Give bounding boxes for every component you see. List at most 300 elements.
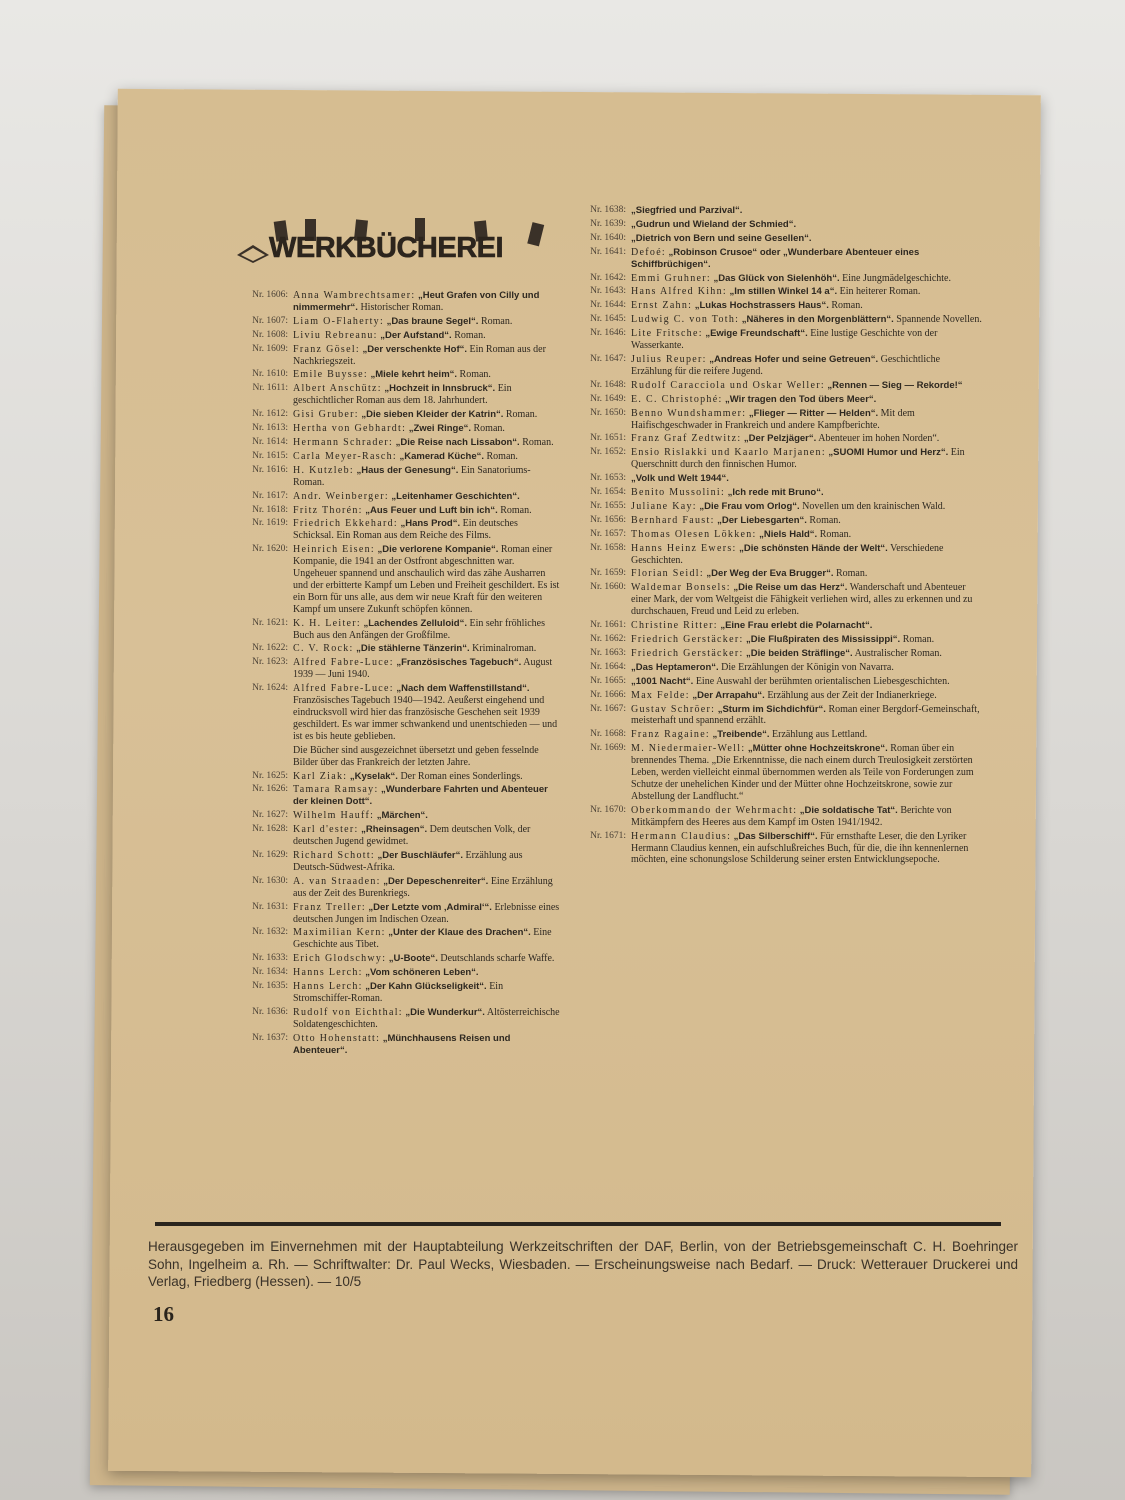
entry-author: Benno Wundshammer: [631, 407, 747, 419]
entry-title: „Das Glück von Sielenhöh“. [713, 272, 840, 284]
entry-text [631, 286, 983, 298]
entry-text [631, 648, 983, 660]
catalog-entry [200, 316, 560, 328]
entry-number: Nr. 1637: [252, 1032, 288, 1043]
entry-description: Spannende Novellen. [896, 314, 982, 326]
catalog-entry [200, 981, 560, 1005]
entry-text [293, 953, 560, 965]
catalog-entry [200, 902, 560, 926]
entry-number: Nr. 1608: [252, 329, 288, 340]
entry-description: Deutschlands scharfe Waffe. [440, 953, 555, 965]
entry-title: „Märchen“. [376, 810, 428, 822]
entry-description: Dem deutschen Volk, der deutschen Jugend gewidmet. [293, 824, 531, 848]
entry-text [293, 423, 560, 435]
entry-number: Nr. 1652: [590, 447, 626, 458]
entry-title: „Die Frau vom Orlog“. [699, 500, 800, 512]
entry-author: Friedrich Gerstäcker: [631, 647, 744, 659]
entry-author: E. C. Christophé: [631, 393, 723, 405]
entry-author: Friedrich Gerstäcker: [631, 634, 744, 645]
entry-number: Nr. 1606: [252, 290, 288, 300]
entry-author: Juliane Kay: [631, 500, 697, 512]
entry-text [293, 657, 560, 681]
entry-title: „Siegfried und Parzival“. [631, 205, 743, 216]
entry-description: Roman einer Kompanie, die 1941 an der Ostfront abgeschnitten war. Ungeheuer spannend und anschaulich wird das zähe Ausharren und der erbitterte Kampf um Leben und Freiheit geschildert. Es ist ein Born für uns alle, aus dem wir neue Kraft für den weiteren Kampf um unsere Zukunft schöpfen können. [293, 544, 560, 615]
imprint-text: Herausgegeben im Einvernehmen mit der Hauptabteilung Werkzeitschriften der DAF, Berlin, von der Betriebsgemeinschaft C. H. Boehringer Sohn, Ingelheim a. Rh. — Schriftwalter: Dr. Paul Wecks, Wiesbaden. — Erscheinungsweise nach Bedarf. — Druck: Wetterauer Druckerei und Verlag, Friedberg (Hessen). — 10/5 [148, 1239, 1018, 1289]
entry-text [293, 927, 560, 951]
entry-author: Hanns Heinz Ewers: [631, 542, 737, 554]
catalog-entry [578, 314, 983, 326]
entry-author: Oberkommando der Wehrmacht: [631, 804, 798, 816]
entry-title: „Mütter ohne Hochzeitskrone“. [747, 743, 888, 755]
catalog-entry [578, 300, 983, 312]
entry-title: „Näheres in den Morgenblättern“. [741, 314, 894, 326]
entry-description: Die Erzählungen der Königin von Navarra. [721, 661, 894, 673]
entry-number: Nr. 1646: [590, 328, 626, 339]
catalog-entry [578, 529, 983, 541]
entry-author: Albert Anschütz: [293, 383, 382, 395]
entry-text [293, 1033, 560, 1057]
catalog-entry [200, 876, 560, 900]
entry-author: Emmi Gruhner: [631, 272, 711, 284]
entry-text [293, 824, 560, 848]
catalog-entry [200, 771, 560, 783]
entry-number: Nr. 1668: [590, 729, 626, 740]
entry-number: Nr. 1628: [252, 824, 288, 835]
entry-title: „Lukas Hochstrassers Haus“. [694, 300, 829, 312]
entry-author: Otto Hohenstatt: [293, 1032, 381, 1044]
entry-text [293, 683, 560, 743]
entry-text [293, 1007, 560, 1031]
catalog-entry [578, 634, 983, 646]
entry-text [293, 745, 560, 769]
entry-description: Ein geschichtlicher Roman aus dem 18. Jahrhundert. [293, 383, 512, 407]
catalog-entry [200, 810, 560, 822]
catalog-entry [578, 676, 983, 688]
entry-number: Nr. 1639: [590, 218, 626, 229]
catalog-entry [578, 743, 983, 803]
entry-title: „Niels Hald“. [759, 528, 818, 540]
entry-author: Emile Buysse: [293, 369, 368, 381]
entry-author: K. H. Leiter: [293, 617, 361, 629]
entry-number: Nr. 1623: [252, 657, 288, 668]
entry-author: Hermann Claudius: [631, 830, 732, 842]
entry-text [631, 729, 983, 741]
catalog-entry [200, 330, 560, 342]
werkbuecherei-logo [235, 215, 555, 265]
entry-author: Liam O-Flaherty: [293, 315, 385, 327]
entry-author: Thomas Olesen Lökken: [631, 528, 757, 540]
entry-author: Maximilian Kern: [293, 927, 386, 939]
entry-author: Gustav Schröer: [631, 703, 716, 715]
entry-description: Historischer Roman. [360, 301, 444, 313]
imprint-footer [148, 1238, 1018, 1291]
entry-number: Nr. 1665: [590, 675, 626, 686]
catalog-entry [578, 273, 983, 285]
entry-text [293, 643, 560, 655]
entry-text [631, 205, 983, 217]
entry-text [293, 369, 560, 381]
entry-number: Nr. 1625: [252, 770, 288, 781]
entry-text [631, 247, 983, 271]
entry-number: Nr. 1671: [590, 830, 626, 841]
entry-author: Julius Reuper: [631, 353, 707, 365]
entry-description: Ein Stromschiffer-Roman. [293, 981, 504, 1004]
entry-author: Franz Gösel: [293, 343, 360, 355]
entry-description: Mit dem Haifischgeschwader in Frankreich und andere Kampfberichte. [631, 407, 915, 431]
entry-description: Ein Sanatoriums-Roman. [293, 464, 531, 488]
entry-title: „Münchhausens Reisen und Abenteuer“. [293, 1032, 511, 1056]
entry-number: Nr. 1654: [590, 487, 626, 498]
entry-title: „Hochzeit in Innsbruck“. [384, 383, 496, 395]
entry-text [293, 316, 560, 328]
entry-text [293, 618, 560, 642]
entry-title: „Der verschenkte Hof“. [362, 343, 468, 355]
left-column [200, 290, 560, 1058]
entry-description: Roman. [522, 436, 554, 448]
catalog-entry [578, 704, 983, 728]
entry-number: Nr. 1669: [590, 743, 626, 754]
entry-author: Lite Fritsche: [631, 328, 703, 340]
entry-title: „Die stählerne Tänzerin“. [356, 643, 470, 655]
entry-description: Berichte von Mitkämpfern des Heeres aus dem Kampf im Osten 1941/1942. [631, 804, 952, 828]
entry-number: Nr. 1653: [590, 473, 626, 484]
entry-description: Roman einer Bergdorf-Gemeinschaft, meisterhaft und spannend erzählt. [631, 703, 980, 727]
entry-author: Friedrich Ekkehard: [293, 518, 398, 530]
entry-title: „Der Letzte vom ‚Admiral‘“. [368, 901, 492, 913]
catalog-entry [578, 582, 983, 618]
entry-author: Andr. Weinberger: [293, 490, 389, 502]
entry-title: „Unter der Klaue des Drachen“. [388, 927, 531, 939]
entry-title: „Vom schöneren Leben“. [365, 967, 479, 979]
catalog-entry [200, 518, 560, 542]
entry-author: Liviu Rebreanu: [293, 329, 378, 341]
entry-description: Roman. [902, 634, 935, 645]
entry-author: Heinrich Eisen: [293, 544, 375, 556]
entry-number: Nr. 1641: [590, 246, 626, 257]
entry-title: „Treibende“. [712, 729, 770, 741]
entry-title: „Eine Frau erlebt die Polarnacht“. [720, 620, 873, 632]
entry-text [293, 850, 560, 874]
entry-text [631, 501, 983, 513]
entry-number: Nr. 1656: [590, 514, 626, 525]
entry-title: „Sturm im Sichdichfür“. [717, 703, 826, 715]
catalog-entry [578, 394, 983, 406]
entry-description: Der Roman eines Sonderlings. [400, 770, 523, 782]
entry-text [631, 529, 983, 541]
entry-author: Hans Alfred Kihn: [631, 286, 727, 298]
entry-text [293, 544, 560, 615]
entry-text [631, 743, 983, 803]
entry-number: Nr. 1640: [590, 232, 626, 243]
entry-description: Eine Jungmädelgeschichte. [842, 272, 951, 284]
entry-title: „Das braune Segel“. [386, 315, 479, 327]
entry-text [631, 515, 983, 527]
entry-description: Roman. [505, 409, 538, 421]
entry-title: „Hans Prod“. [400, 518, 461, 530]
entry-author: Franz Ragaine: [631, 729, 711, 741]
entry-description: Erlebnisse eines deutschen Jungen im Indischen Ozean. [293, 901, 560, 925]
entry-author: Defoé: [631, 246, 667, 258]
entry-text [631, 433, 983, 445]
entry-number: Nr. 1645: [590, 314, 626, 325]
entry-author: Waldemar Bonsels: [631, 582, 731, 594]
catalog-entry [200, 451, 560, 463]
catalog-entry [200, 544, 560, 615]
entry-author: Franz Treller: [293, 901, 366, 913]
entry-author: Hertha von Gebhardt: [293, 423, 407, 435]
entry-text [293, 409, 560, 421]
entry-text [631, 380, 983, 392]
entry-author: Franz Graf Zedtwitz: [631, 433, 742, 445]
entry-description: Ein deutsches Schicksal. Ein Roman aus dem Reiche des Films. [293, 518, 518, 542]
entry-title: „Französisches Tagebuch“. [396, 657, 522, 669]
entry-description: Eine Auswahl der berühmten orientalischen Liebesgeschichten. [695, 675, 950, 687]
entry-title: „Die beiden Sträflinge“. [746, 647, 853, 659]
entry-title: „Volk und Welt 1944“. [631, 473, 729, 485]
entry-description: Für ernsthafte Leser, die den Lyriker Hermann Claudius kennen, ein aufschlußreiches Buch, für die, die ihn kennenlernen möchten, eine schonungslose Schilderung seiner ersten Entwicklungsepoche. [631, 830, 969, 866]
entry-text [631, 831, 983, 867]
entry-description: Geschichtliche Erzählung für die reifere Jugend. [631, 353, 941, 377]
catalog-entry [578, 205, 983, 217]
entry-author: Max Felde: [631, 689, 690, 701]
entry-number: Nr. 1622: [252, 643, 288, 654]
catalog-entry [200, 967, 560, 979]
entry-author: Alfred Fabre-Luce: [293, 657, 394, 669]
entry-number: Nr. 1659: [590, 568, 626, 579]
entry-title: „Lachendes Zelluloid“. [363, 617, 467, 629]
entry-description: Wanderschaft und Abenteuer einer Mark, der vom Weltgeist die Fähigkeit verliehen wird, alles zu erkennen und zu durchschauen, Freud und Leid zu erleben. [631, 582, 973, 618]
entry-title: „Rheinsagen“. [361, 824, 428, 836]
entry-description: Ein Querschnitt durch den finnischen Humor. [631, 447, 965, 471]
entry-author: Erich Glodschwy: [293, 953, 387, 965]
footer-rule [155, 1222, 1001, 1226]
entry-title: „Flieger — Ritter — Helden“. [748, 407, 879, 419]
open-book-icon [237, 245, 269, 263]
entry-description: Kriminalroman. [472, 643, 537, 655]
entry-title: „Heut Grafen von Cilly und nimmermehr“. [293, 290, 540, 313]
entry-title: „Leitenhamer Geschichten“. [391, 490, 520, 502]
entry-title: „Miele kehrt heim“. [370, 369, 458, 381]
entry-author: Ludwig C. von Toth: [631, 314, 740, 326]
entry-number: Nr. 1629: [252, 849, 288, 860]
entry-title: „Wir tragen den Tod übers Meer“. [725, 393, 877, 405]
entry-number: Nr. 1615: [252, 450, 288, 461]
entry-text [293, 465, 560, 489]
entry-description: Roman. [473, 423, 505, 435]
catalog-entry [200, 505, 560, 517]
entry-title: „Der Kahn Glückseligkeit“. [365, 981, 487, 993]
entry-text [631, 676, 983, 688]
entry-author: Rudolf von Eichthal: [293, 1006, 403, 1018]
entry-author: Ernst Zahn: [631, 300, 693, 312]
catalog-entry [578, 328, 983, 352]
entry-description: Roman. [819, 528, 852, 540]
entry-number: Nr. 1663: [590, 647, 626, 658]
entry-number: Nr. 1613: [252, 423, 288, 434]
catalog-entry [200, 437, 560, 449]
entry-description: Roman über ein brennendes Thema. „Die Erkenntnisse, die nach einem durch Treulosigkeit zerstörten Leben, werden vielleicht einmal übernommen werden als Teile von Forderungen zum Schutze der unehelichen Kinder und der Mütter ohne Hochzeitskrone, sowie zur Abstellung der Landflucht.“ [631, 743, 974, 802]
entry-description: Roman. [831, 300, 863, 312]
catalog-entry [578, 543, 983, 567]
entry-title: „Robinson Crusoe“ oder „Wunderbare Abenteuer eines Schiffbrüchigen“. [631, 246, 920, 270]
entry-author: Richard Schott: [293, 849, 375, 861]
entry-number: Nr. 1658: [590, 542, 626, 553]
entry-number: Nr. 1648: [590, 379, 626, 390]
entry-title: „Nach dem Waffenstillstand“. [396, 683, 530, 695]
entry-title: „Die verlorene Kompanie“. [377, 544, 499, 556]
page-number: 16 [153, 1302, 174, 1326]
entry-title: „Die sieben Kleider der Katrin“. [361, 409, 504, 421]
entry-description: Roman. [500, 504, 532, 516]
entry-title: „Das Heptameron“. [631, 661, 719, 673]
entry-description: Ein sehr fröhliches Buch aus den Anfängen der Großfilme. [293, 617, 546, 641]
entry-text [631, 328, 983, 352]
entry-title: „1001 Nacht“. [631, 675, 694, 687]
entry-text [293, 902, 560, 926]
catalog-entry [578, 433, 983, 445]
catalog-entry [200, 850, 560, 874]
entry-number [200, 745, 293, 769]
catalog-entry [200, 683, 560, 743]
entry-title: „Der Pelzjäger“. [743, 433, 817, 445]
entry-title: „Gudrun und Wieland der Schmied“. [631, 218, 797, 230]
entry-description: Ein heiterer Roman. [839, 286, 921, 298]
catalog-entry [578, 805, 983, 829]
entry-title: „Der Aufstand“. [380, 329, 452, 341]
entry-number: Nr. 1620: [252, 544, 288, 555]
entry-number: Nr. 1609: [252, 343, 288, 354]
entry-number: Nr. 1667: [590, 703, 626, 714]
entry-author: Gisi Gruber: [293, 409, 359, 421]
entry-author: Hanns Lerch: [293, 981, 363, 993]
entry-description: Abenteuer im hohen Norden“. [818, 433, 940, 445]
entry-title: „Der Depeschenreiter“. [383, 875, 489, 887]
catalog-entry [200, 657, 560, 681]
right-column [578, 205, 983, 868]
entry-author: Wilhelm Hauff: [293, 810, 375, 822]
entry-text [293, 967, 560, 979]
entry-author: Karl d'ester: [293, 824, 359, 836]
entry-number: Nr. 1662: [590, 634, 626, 644]
entry-text [293, 784, 560, 808]
entry-author: Rudolf Caracciola und Oskar Weller: [631, 379, 825, 391]
entry-text [631, 300, 983, 312]
entry-author: Carla Meyer-Rasch: [293, 450, 398, 462]
entry-number: Nr. 1614: [252, 436, 288, 447]
catalog-entry [200, 953, 560, 965]
entry-description: Roman. [486, 450, 518, 462]
entry-title: „Haus der Genesung“. [356, 464, 459, 476]
entry-number: Nr. 1655: [590, 500, 626, 511]
catalog-entry [200, 409, 560, 421]
entry-title: „Der Buschläufer“. [377, 849, 464, 861]
entry-number: Nr. 1632: [252, 927, 288, 938]
catalog-entry [200, 745, 560, 769]
entry-number: Nr. 1649: [590, 393, 626, 404]
entry-title: „Rennen — Sieg — Rekorde!“ [827, 379, 963, 391]
entry-text [293, 437, 560, 449]
entry-text [631, 233, 983, 245]
entry-number: Nr. 1630: [252, 875, 288, 886]
entry-text [631, 354, 983, 378]
entry-author: Fritz Thorén: [293, 504, 363, 516]
entry-number: Nr. 1650: [590, 407, 626, 418]
entry-number: Nr. 1644: [590, 300, 626, 311]
entry-title: „Andreas Hofer und seine Getreuen“. [709, 353, 879, 365]
entry-text [293, 505, 560, 517]
entry-description: Roman. [459, 369, 491, 381]
entry-number: Nr. 1635: [252, 981, 288, 992]
entry-author: Alfred Fabre-Luce: [293, 683, 394, 695]
entry-number: Nr. 1607: [252, 315, 288, 326]
catalog-entry [578, 408, 983, 432]
catalog-entry [578, 729, 983, 741]
logo-text: WERKBÜCHEREI [269, 232, 504, 264]
entry-text [293, 290, 560, 314]
entry-title: „SUOMI Humor und Herz“. [828, 447, 949, 459]
entry-number: Nr. 1611: [252, 383, 288, 394]
catalog-entry [200, 784, 560, 808]
catalog-entry [200, 290, 560, 314]
catalog-entry [578, 501, 983, 513]
entry-author: Christine Ritter: [631, 620, 718, 632]
catalog-entry [578, 286, 983, 298]
entry-text [631, 634, 983, 646]
entry-description: Verschiedene Geschichten. [631, 542, 944, 566]
entry-text [293, 518, 560, 542]
entry-title: „Die schönsten Hände der Welt“. [739, 542, 888, 554]
entry-description: Novellen um den krainischen Wald. [802, 500, 946, 512]
catalog-entry [578, 831, 983, 867]
entry-text [293, 981, 560, 1005]
entry-author: Ensio Rislakki und Kaarlo Marjanen: [631, 447, 826, 459]
entry-description: Roman. [480, 315, 513, 327]
entry-title: „Der Liebesgarten“. [717, 514, 807, 526]
entry-title: „Die Reise um das Herz“. [733, 582, 848, 594]
entry-number: Nr. 1610: [252, 369, 288, 380]
entry-description: Roman. [835, 568, 868, 580]
entry-title: „Wunderbare Fahrten und Abenteuer der kleinen Dott“. [293, 784, 548, 808]
catalog-entry [578, 447, 983, 471]
entry-number: Nr. 1647: [590, 353, 626, 364]
entry-number: Nr. 1661: [590, 620, 626, 631]
entry-description: Die Bücher sind ausgezeichnet übersetzt und geben fesselnde Bilder über das Frankreich der letzten Jahre. [293, 744, 539, 768]
catalog-entry [200, 369, 560, 381]
entry-title: „Die Wunderkur“. [405, 1006, 485, 1018]
entry-text [631, 620, 983, 632]
entry-number: Nr. 1618: [252, 504, 288, 515]
entry-title: „Der Weg der Eva Brugger“. [706, 568, 834, 580]
entry-number: Nr. 1634: [252, 967, 288, 978]
catalog-entry [200, 824, 560, 848]
catalog-entry [200, 618, 560, 642]
catalog-entry [578, 620, 983, 632]
entry-text [631, 487, 983, 499]
entry-description: Eine Erzählung aus der Zeit des Burenkriegs. [293, 875, 553, 899]
entry-author: C. V. Rock: [293, 643, 354, 655]
entry-number: Nr. 1660: [590, 582, 626, 593]
catalog-entry [578, 690, 983, 702]
entry-text [293, 451, 560, 463]
entry-title: „Im stillen Winkel 14 a“. [729, 286, 838, 298]
entry-author: Tamara Ramsay: [293, 784, 379, 796]
entry-description: Erzählung aus Deutsch-Südwest-Afrika. [293, 849, 523, 873]
entry-author: Florian Seidl: [631, 568, 704, 580]
entry-text [293, 383, 560, 407]
entry-number: Nr. 1627: [252, 810, 288, 821]
entry-number: Nr. 1621: [252, 617, 288, 628]
entry-title: „Zwei Ringe“. [408, 423, 471, 435]
